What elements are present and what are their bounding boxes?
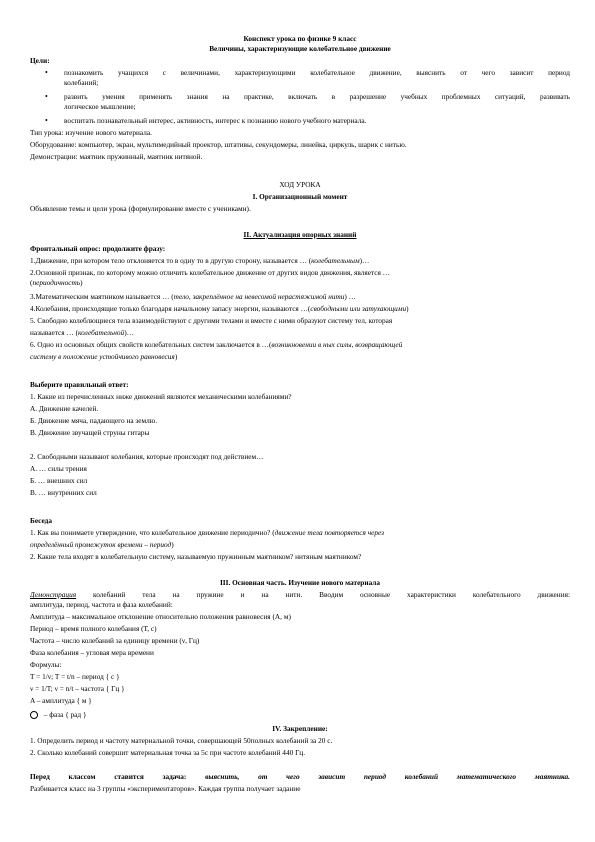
course-title: ХОД УРОКА xyxy=(279,180,321,189)
frontal-poll-label: Фронтальный опрос: продолжите фразу: xyxy=(30,244,166,253)
formula-frequency: ν = 1/T; ν = n/t – частота { Гц } xyxy=(30,684,125,693)
test-q1-c: В. Движение звучащей струны гитары xyxy=(30,428,150,437)
goal-3: воспитать познавательный интерес, активность, интерес к познанию нового учебного материала. xyxy=(64,116,367,125)
phase-symbol-icon xyxy=(30,711,38,719)
bullet-icon: • xyxy=(45,68,48,77)
poll-q4: 4.Колебания, происходящие только благодаря начальному запасу энергии, называются …(свободными или затухающими) xyxy=(30,304,409,313)
poll-q2-cont: (периодичность) xyxy=(30,278,83,287)
section-2-title: II. Актуализация опорных знаний xyxy=(243,230,357,239)
poll-q5-cont: называется … (колебательной)… xyxy=(30,328,134,337)
poll-q5: 5. Свободно колеблющиеся тела взаимодействуют с другими телами и вместе с ними образуют систему тел, которая xyxy=(30,316,393,325)
equipment: Оборудование: компьютер, экран, мультимедийный проектор, штативы, секундомеры, линейка, циркуль, шарик с нитью. xyxy=(30,140,407,149)
goals-label: Цели: xyxy=(30,56,50,65)
poll-q3: 3.Математическим маятником называется … (тело, закреплённое на невесомой нерастяжимой нити) … xyxy=(30,292,356,301)
poll-q1: 1.Движение, при котором тело отклоняется то в одну то в другую сторону, называется … (колебательным)… xyxy=(30,256,370,265)
doc-topic: Величины, характеризующие колебательное движение xyxy=(209,44,391,53)
formula-phase: – фаза { рад } xyxy=(30,710,570,720)
goal-2: развить умения применять знания на практике, включать в разрешение учебных проблемных ситуаций, развивать xyxy=(64,92,570,101)
test-q2: 2. Свободными называют колебания, которые происходят под действием… xyxy=(30,452,264,461)
poll-q2: 2.Основной признак, по которому можно отличить колебательное движение от других видов движения, является … xyxy=(30,268,390,277)
demonstrations: Демонстрации: маятник пружинный, маятник нитяной. xyxy=(30,152,203,161)
poll-q6: 6. Одно из основных общих свойств колебательных систем заключается в …(возникновении в ных силы, возвращающей xyxy=(30,340,403,349)
def-amplitude: Амплитуда – максимальное отклонение относительно положения равновесия (А, м) xyxy=(30,612,291,621)
lesson-type: Тип урока: изучение нового материала. xyxy=(30,128,152,137)
def-period: Период – время полного колебания (Т, с) xyxy=(30,624,157,633)
talk-label: Беседа xyxy=(30,516,52,525)
demo-line: Демонстрация колебаний тела на пружине и на нити. Вводим основные характеристики колебательного движения: xyxy=(30,590,570,599)
goal-1-cont: колебаний; xyxy=(64,78,99,87)
section-4-title: IV. Закрепление: xyxy=(272,724,328,733)
bullet-icon: • xyxy=(45,92,48,101)
goal-1: познакомить учащихся с величинами, характеризующими колебательное движение, выяснить от чего зависит период xyxy=(64,68,570,77)
test-q2-c: В. … внутренних сил xyxy=(30,488,97,497)
formula-period: T = 1/ν; T = t/n – период { c } xyxy=(30,672,120,681)
doc-title: Конспект урока по физике 9 класс xyxy=(243,34,357,43)
poll-q6-cont: систему в положение устойчивого равновесия) xyxy=(30,352,178,361)
formulas-label: Формулы: xyxy=(30,660,62,669)
demo-line-cont: амплитуда, период, частота и фаза колебаний: xyxy=(30,600,173,609)
def-frequency: Частота – число колебаний за единицу времени (ν, Гц) xyxy=(30,636,200,645)
goal-2-cont: логическое мышление; xyxy=(64,102,136,111)
test-q1: 1. Какие из перечисленных ниже движений являются механическими колебаниями? xyxy=(30,392,292,401)
test-q2-b: Б. … внешних сил xyxy=(30,476,88,485)
talk-q1-cont: определённый промежуток времени – период) xyxy=(30,540,174,549)
talk-q2: 2. Какие тела входят в колебательную систему, называемую пружинным маятником? нитяным маятником? xyxy=(30,552,362,561)
talk-q1: 1. Как вы понимаете утверждение, что колебательное движение периодично? (движение тела повторяется через xyxy=(30,528,385,537)
bullet-icon: • xyxy=(45,116,48,125)
test-q1-a: А. Движение качелей. xyxy=(30,404,99,413)
def-phase: Фаза колебания – угловая мера времени xyxy=(30,648,154,657)
task-2: 2. Сколько колебаний совершит материальная точка за 5с при частоте колебаний 440 Гц. xyxy=(30,748,306,757)
section-1-title: I. Организационный момент xyxy=(252,192,348,201)
group-division: Разбивается класс на 3 группы «экспериментаторов». Каждая группа получает задание xyxy=(30,784,301,793)
group-task: Перед классом ставится задача: выяснить, от чего зависит период колебаний математического маятника. xyxy=(30,772,570,781)
section-1-text: Объявление темы и цели урока (формулирование вместе с учениками). xyxy=(30,204,251,213)
test-label: Выберите правильный ответ: xyxy=(30,380,129,389)
test-q1-b: Б. Движение мяча, падающего на землю. xyxy=(30,416,158,425)
task-1: 1. Определить период и частоту материальной точки, совершающей 50полных колебаний за 20 с. xyxy=(30,736,333,745)
test-q2-a: А. … силы трения xyxy=(30,464,87,473)
formula-amplitude: A – амплитуда { м } xyxy=(30,696,92,705)
section-3-title: III. Основная часть. Изучение нового материала xyxy=(219,578,381,587)
